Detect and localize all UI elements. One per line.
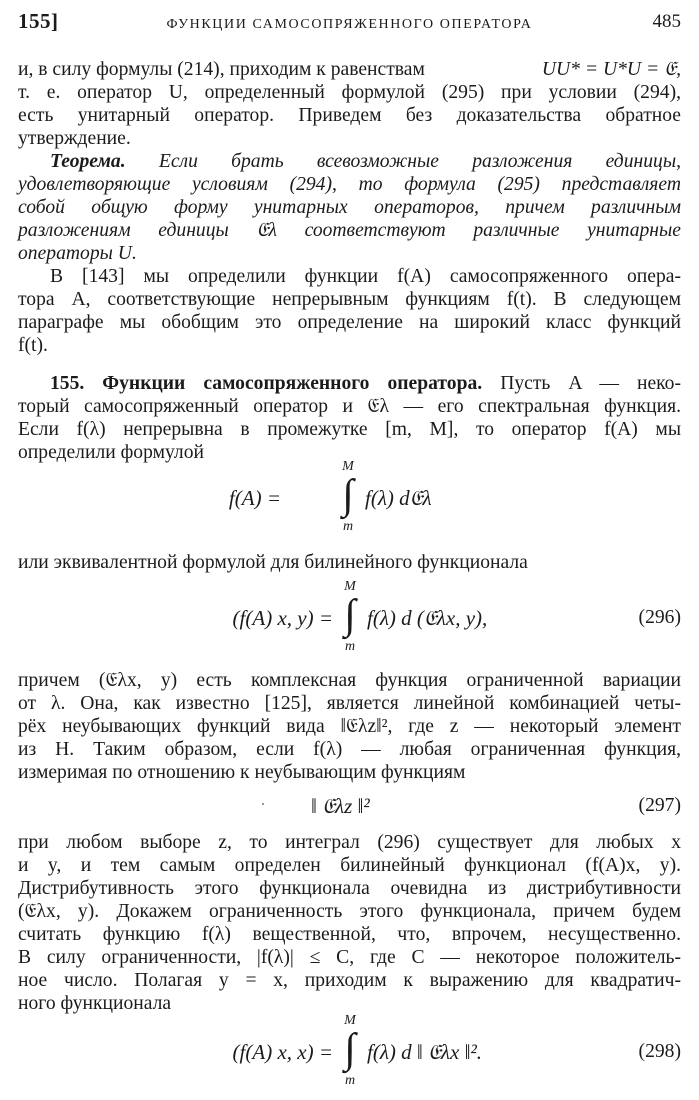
formula-lhs: (f(A) x, y) = — [232, 606, 333, 630]
text-line: измеримая по отношению к неубывающим функциям — [18, 762, 466, 783]
display-formula — [18, 790, 681, 820]
section-heading-line: 155. Функции самосопряженного оператора. Пусть A — неко- — [50, 373, 681, 394]
math-inline: UU* = U*U = 𝔈, — [541, 59, 681, 80]
display-formula — [18, 579, 681, 664]
formula-lhs: (f(A) x, x) = — [232, 1040, 333, 1064]
theorem-line: операторы U. — [18, 243, 137, 264]
theorem-label: Теорема. — [50, 151, 126, 172]
page-number: 485 — [652, 11, 681, 32]
integral-symbol: ∫ — [342, 472, 354, 518]
running-header — [18, 10, 681, 36]
formula-integrand: f(λ) d𝔈λ — [365, 486, 432, 510]
text-line: т. е. оператор U, определенный формулой (295) при условии (294), — [18, 82, 681, 103]
text-line: (𝔈λx, y). Докажем ограниченность этого функционала, причем будем — [18, 901, 681, 922]
equation-number: (298) — [638, 1041, 681, 1062]
formula-lhs: f(A) = — [228, 486, 281, 510]
text-line: от λ. Она, как известно [125], является линейной комбинацией четы- — [18, 693, 681, 714]
text-line: Дистрибутивность этого функционала очевидна из дистрибутивности — [18, 878, 681, 899]
text-line: и, в силу формулы (214), приходим к равенствам UU* = U*U = 𝔈, — [18, 59, 681, 80]
display-formula — [18, 1013, 681, 1098]
lower-limit: m — [344, 1073, 356, 1088]
text-line: В [143] мы определили функции f(A) самосопряженного опера- — [50, 266, 681, 287]
text-line: и y, и тем самым определен билинейный функционал (f(A)x, y). — [18, 855, 681, 876]
theorem-line: собой общую форму унитарных операторов, причем различным — [18, 197, 681, 218]
section-heading: 155. Функции самосопряженного оператора. — [50, 373, 483, 394]
text-line: параграфе мы обобщим это определение на широкий класс функций — [18, 312, 681, 333]
text-line: определили формулой — [18, 442, 204, 463]
header-title: ФУНКЦИИ САМОСОПРЯЖЕННОГО ОПЕРАТОРА — [166, 17, 533, 32]
text-line: тора A, соответствующие непрерывным функциям f(t). В следующем — [18, 289, 681, 310]
text-line: при любом выборе z, то интеграл (296) существует для любых x — [18, 832, 681, 853]
equation-number: (297) — [638, 795, 681, 816]
header-section-number: 155] — [18, 9, 59, 33]
lower-limit: m — [342, 519, 354, 534]
text-line: торый самосопряженный оператор и 𝔈λ — его спектральная функция. — [18, 396, 681, 417]
equation-number: (296) — [638, 607, 681, 628]
formula-integrand: f(λ) d ‖ 𝔈λx ‖². — [367, 1040, 483, 1064]
text-line: рёх неубывающих функций вида ‖𝔈λz‖², где z — некоторый элемент — [18, 716, 681, 737]
text-line: есть унитарный оператор. Приведем без доказательства обратное — [18, 105, 681, 126]
formula-expression: ‖ 𝔈λz ‖² — [311, 794, 370, 818]
text-line: В силу ограниченности, |f(λ)| ≤ C, где C — некоторое положитель- — [18, 947, 681, 968]
formula-integrand: f(λ) d (𝔈λx, y), — [367, 606, 488, 630]
text-line: из H. Таким образом, если f(λ) — любая ограниченная функция, — [18, 739, 681, 760]
text-line: f(t). — [18, 335, 48, 356]
upper-limit: M — [342, 459, 354, 474]
upper-limit: M — [344, 1013, 356, 1028]
theorem-line: Теорема. Если брать всевозможные разложения единицы, — [50, 151, 681, 172]
lower-limit: m — [344, 639, 356, 654]
integral-symbol: ∫ — [344, 592, 356, 638]
theorem-line: разложениям единицы 𝔈λ соответствуют различные унитарные — [18, 220, 681, 241]
text-line: ное число. Полагая y = x, приходим к выражению для квадратич- — [18, 970, 681, 991]
text-line: ного функционала — [18, 993, 172, 1014]
text-line: утверждение. — [18, 128, 131, 149]
print-speck — [262, 803, 264, 805]
integral-symbol: ∫ — [344, 1026, 356, 1072]
upper-limit: M — [344, 579, 356, 594]
text-line: причем (𝔈λx, y) есть комплексная функция ограниченной вариации — [18, 670, 681, 691]
text-line: Если f(λ) непрерывна в промежутке [m, M], то оператор f(A) мы — [18, 419, 681, 440]
theorem-line: удовлетворяющие условиям (294), то формула (295) представляет — [18, 174, 681, 195]
display-formula — [18, 459, 681, 544]
text-line: считать функцию f(λ) вещественной, что, впрочем, несущественно. — [18, 924, 681, 945]
text-line: или эквивалентной формулой для билинейного функционала — [18, 552, 528, 573]
